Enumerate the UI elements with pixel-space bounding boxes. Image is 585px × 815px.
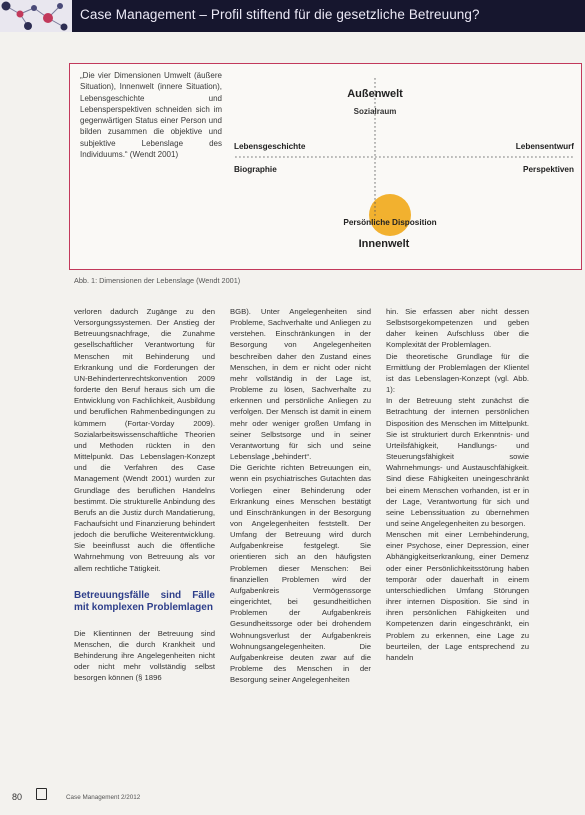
sozialraum-label: Sozialraum [353,107,397,116]
text-column-3 [386,306,529,663]
section-heading: Betreuungsfälle sind Fälle mit komplexen Problemlagen [74,589,215,614]
paragraph: verloren dadurch Zugänge zu den Versorgungssystemen. Der Anstieg der Betreuungsnachfrage, die Zunahme gesellschaftlicher Verantwortung für Menschen mit Behinderung und Erkrankung und die Forderungen der UN-Behindertenrechtskonvention 2009 forderte den Beruf heraus sich um die Entwicklung von Fachlichkeit, Ausbildung und beruflichen Rahmenbedingungen zu kümmern (Fortar-Vorday 2009). Sozialarbeitswissenschaftliche Theorien und Methoden rückten in den Mittelpunkt. Das Lebenslagen-Konzept und die Verfahren des Case Management (Wendt 2001) wurden zur Grundlage des beruflichen Handelns bestimmt. Die strukturelle Anbindung des Berufs an die Justiz durch Mandatierung, Fachaufsicht und Finanzierung behindert jedoch die berufliche Weiterentwicklung. Sie beeinflusst auch die öffentliche Wahrnehmung von Betreuung als vor allem rechtliche Tätigkeit. [74,307,215,573]
paragraph: In der Betreuung steht zunächst die Betrachtung der internen persönlichen Disposition des Menschen im Mittelpunkt. Sie ist strukturiert durch Erkenntnis- und Urteilsfähigkeit, Handlungs- und Steuerungsfähigkeit sowie Wahrnehmungs- und Austauschfähigkeit. Sind diese Fähigkeiten uneingeschränkt bei einem Menschen vorhanden, ist er in der Lage, Verantwortung für sich und seine Lebenssituation zu übernehmen und seine Angelegenheiten zu besorgen. [386,396,529,528]
network-graphic-icon [0,0,72,32]
aussenwelt-label: Außenwelt [347,88,403,100]
lebensgeschichte-label: Lebensgeschichte [234,142,306,151]
journal-logo-icon [36,788,47,800]
paragraph: hin. Sie erfassen aber nicht dessen Selbstsorgekompetenzen und geben daher keinen Aufschluss über die Komplexität der Problemlagen. [386,307,529,350]
text-column-1 [74,306,215,684]
journal-name: Case Management 2/2012 [66,794,141,801]
paragraph: Die theoretische Grundlage für die Ermittlung der Problemlagen der Klientel ist das Lebenslagen-Konzept (vgl. Abb. 1): [386,351,529,395]
page-number: 80 [12,792,23,802]
innenwelt-label: Innenwelt [358,238,410,250]
lebensentwurf-label: Lebensentwurf [515,142,574,151]
figure-quote: „Die vier Dimensionen Umwelt (äußere Situation), Innenwelt (innere Situation), Lebensgeschichte und Lebensperspektiven schneiden sich im gegenwärtigen Status einer Person und bilden zusammen die objektive und subjektive Lebenslage des Individuums.“ (Wendt 2001) [80,71,222,160]
figure-caption: Abb. 1: Dimensionen der Lebenslage (Wendt 2001) [74,276,241,285]
page-header [0,0,585,32]
lebenslage-diagram [70,64,580,268]
paragraph: Die Klientinnen der Betreuung sind Menschen, die durch Krankheit und Behinderung ihre Angelegenheiten nicht oder nicht mehr vollständig selbst besorgen können (§ 1896 [74,628,215,683]
paragraph: BGB). Unter Angelegenheiten sind Probleme, Sachverhalte und Anliegen zu verstehen. Einschränkungen in der Besorgung von Angelegenheiten beschreiben daher den Zustand eines Menschen, in dem er nicht oder nicht mehr vollständig in der Lage ist, Probleme zu lösen, Sachverhalte zu erkennen und persönliche Anliegen zu verfolgen. Der Mensch ist damit in einem mehr oder weniger großen Umfang in seiner Selbstsorge und in seiner Verantwortung für sich und seine Lebenslage „behindert“. [230,307,371,462]
disposition-label: Persönliche Disposition [343,218,437,227]
figure-box [69,63,582,270]
paragraph: Die Gerichte richten Betreuungen ein, wenn ein psychiatrisches Gutachten das Vorliegen einer Behinderung oder Erkrankung eines Menschen bestätigt und Einschränkungen in der Besorgung von Angelegenheiten feststellt. Der Umfang der Betreuung wird durch Aufgabenkreise festgelegt. Sie orientieren sich an den häufigsten Problemen dieser Menschen: Bei finanziellen Problemen wird der Aufgabenkreis Vermögenssorge eingerichtet, bei gesundheitlichen Problemen der Aufgabenkreis Gesundheitssorge oder bei drohendem Wohnungsverlust der Aufgabenkreis Wohnungsangelegenheiten. Die Aufgabenkreise deuten zwar auf die Probleme des Menschen in der Besorgung seiner Angelegenheiten [230,463,371,685]
paragraph: Menschen mit einer Lernbehinderung, einer Psychose, einer Depression, einer Abhängigkeitserkrankung, einer Demenz oder einer Persönlichkeitsstörung haben temporär oder dauerhaft in einem unterschiedlichen Umfang Störungen ihrer internen Disposition. Sie sind in ihren persönlichen Fähigkeiten und Kompetenzen darin eingeschränkt, ein Problem zu erkennen, eine Lage zu beurteilen, der Lage entsprechend zu handeln [386,530,529,662]
perspektiven-label: Perspektiven [523,165,574,174]
text-column-2 [230,306,371,685]
biographie-label: Biographie [234,165,277,174]
header-title: Case Management – Profil stiftend für die gesetzliche Betreuung? [80,7,480,22]
